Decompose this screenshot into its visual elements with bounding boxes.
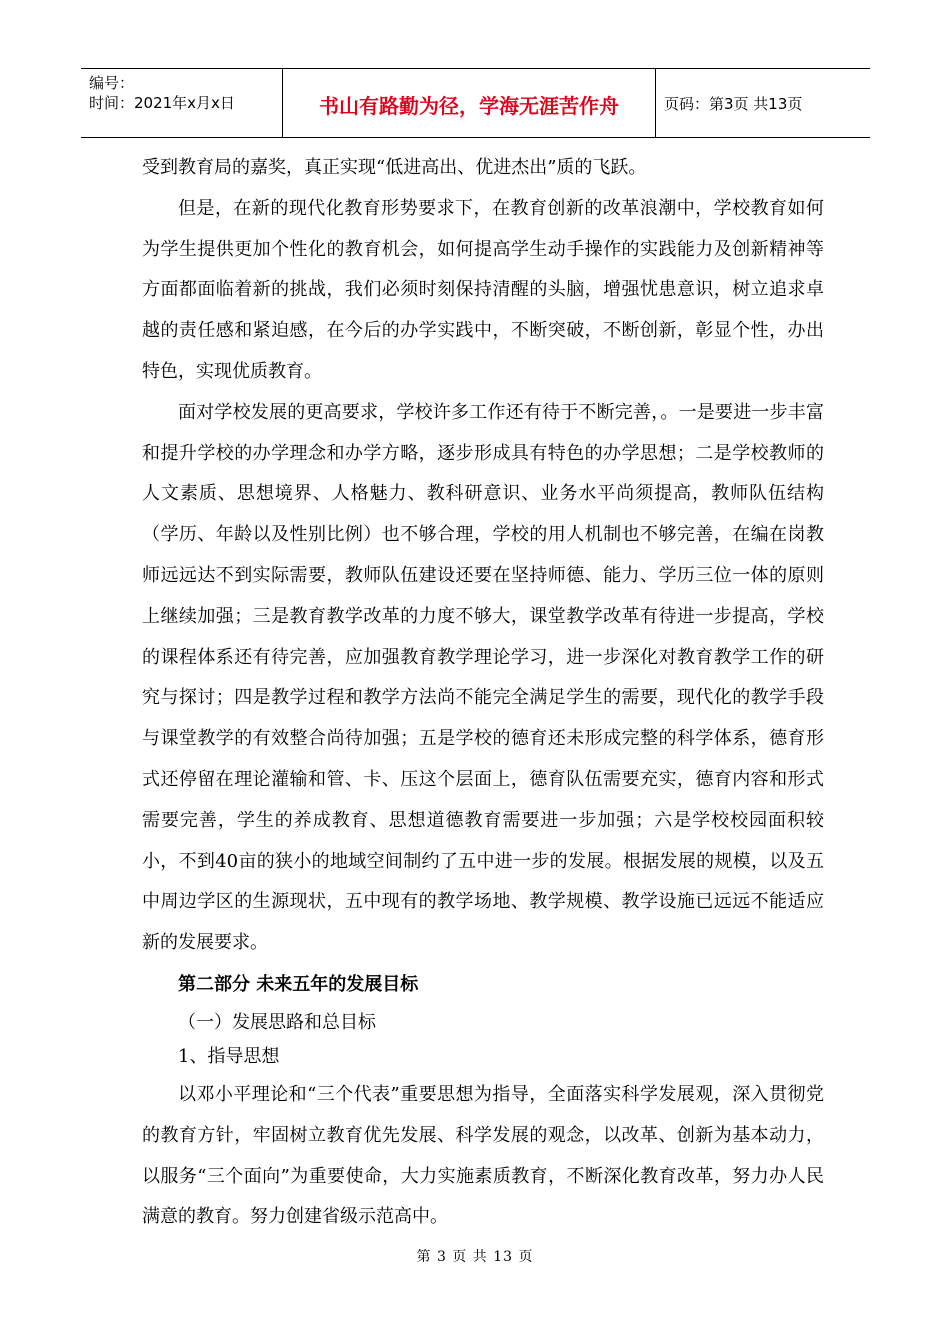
page-header	[81, 68, 870, 138]
body-text	[142, 148, 824, 964]
sub-heading: （一）发展思路和总目标	[178, 1012, 376, 1033]
page-footer: 第 3 页 共 13 页	[416, 1249, 534, 1265]
sub-heading: 1、指导思想	[178, 1046, 280, 1067]
header-motto: 书山有路勤为径，学海无涯苦作舟	[319, 93, 619, 118]
body-text-continued	[142, 1075, 824, 1238]
header-page-cell	[656, 69, 870, 137]
header-page-info: 页码：第3页 共13页	[664, 94, 803, 113]
body-paragraph: 受到教育局的嘉奖，真正实现“低进高出、优进杰出”质的飞跃。	[142, 157, 647, 178]
document-number-label: 编号：	[89, 74, 135, 92]
body-paragraph: 面对学校发展的更高要求，学校许多工作还有待于不断完善，。一是要进一步丰富和提升学校的办学理念和办学方略，逐步形成具有特色的办学思想；二是学校教师的人文素质、思想境界、人格魅力、教科研意识、业务水平尚须提高，教师队伍结构（学历、年龄以及性别比例）也不够合理，学校的用人机制也不够完善，在编在岗教师远远达不到实际需要，教师队伍建设还要在坚持师德、能力、学历三位一体的原则上继续加强；三是教育教学改革的力度不够大，课堂教学改革有待进一步提高，学校的课程体系还有待完善，应加强教育教学理论学习，进一步深化对教育教学工作的研究与探讨；四是教学过程和教学方法尚不能完全满足学生的需要，现代化的教学手段与课堂教学的有效整合尚待加强；五是学校的德育还未形成完整的科学体系，德育形式还停留在理论灌输和管、卡、压这个层面上，德育队伍需要充实，德育内容和形式需要完善，学生的养成教育、思想道德教育需要进一步加强；六是学校校园面积较小，不到40亩的狭小的地域空间制约了五中进一步的发展。根据发展的规模，以及五中周边学区的生源现状，五中现有的教学场地、教学规模、教学设施已远远不能适应新的发展要求。	[142, 401, 824, 954]
section-heading: 第二部分 未来五年的发展目标	[178, 974, 419, 995]
document-date-label: 时间：2021年x月x日	[89, 94, 235, 112]
header-meta-cell	[81, 69, 283, 137]
body-paragraph: 但是，在新的现代化教育形势要求下，在教育创新的改革浪潮中，学校教育如何为学生提供更加个性化的教育机会，如何提高学生动手操作的实践能力及创新精神等方面都面临着新的挑战，我们必须时刻保持清醒的头脑，增强忧患意识，树立追求卓越的责任感和紧迫感，在今后的办学实践中，不断突破，不断创新，彰显个性，办出特色，实现优质教育。	[142, 197, 824, 382]
header-motto-cell	[283, 69, 656, 137]
body-paragraph: 以邓小平理论和“三个代表”重要思想为指导，全面落实科学发展观，深入贯彻党的教育方针，牢固树立教育优先发展、科学发展的观念，以改革、创新为基本动力，以服务“三个面向”为重要使命，大力实施素质教育，不断深化教育改革，努力办人民满意的教育。努力创建省级示范高中。	[142, 1084, 824, 1228]
